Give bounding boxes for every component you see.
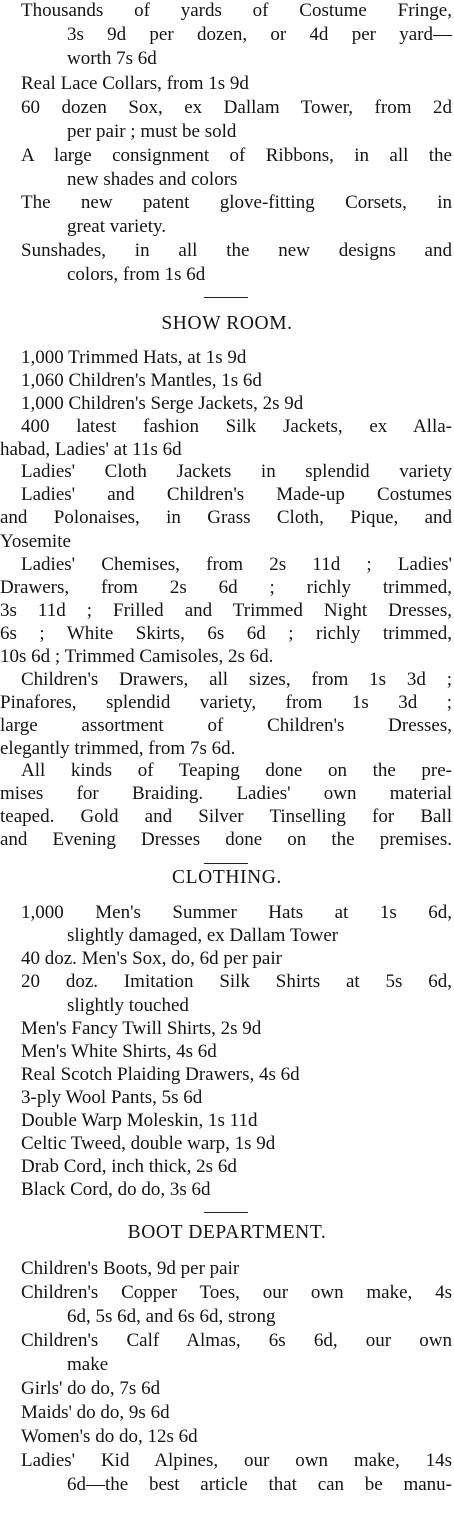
clothing-line: Men's Fancy Twill Shirts, 2s 9d: [21, 1018, 262, 1039]
intro-line: The new patent glove-fitting Corsets, in: [21, 192, 452, 213]
clothing-line: slightly touched: [67, 995, 189, 1016]
show-room-line: 10s 6d ; Trimmed Camisoles, 2s 6d.: [0, 646, 274, 667]
boots-line: Children's Boots, 9d per pair: [21, 1258, 240, 1279]
clothing-line: Real Scotch Plaiding Drawers, 4s 6d: [21, 1064, 300, 1085]
intro-line: great variety.: [67, 216, 166, 237]
boots-line: Children's Copper Toes, our own make, 4s: [21, 1282, 452, 1303]
intro-line: 60 dozen Sox, ex Dallam Tower, from 2d: [21, 97, 452, 118]
show-room-line: habad, Ladies' at 11s 6d: [0, 439, 182, 460]
show-room-line: 1,000 Children's Serge Jackets, 2s 9d: [21, 393, 304, 414]
boots-line: Children's Calf Almas, 6s 6d, our own: [21, 1330, 452, 1351]
section-divider: [204, 297, 248, 298]
show-room-line: Yosemite: [0, 531, 71, 552]
clothing-line: Black Cord, do do, 3s 6d: [21, 1179, 211, 1200]
boots-line: Ladies' Kid Alpines, our own make, 14s: [21, 1450, 452, 1471]
intro-line: 3s 9d per dozen, or 4d per yard—: [67, 24, 452, 45]
show-room-line: Ladies' Chemises, from 2s 11d ; Ladies': [21, 554, 452, 575]
show-room-line: All kinds of Teaping done on the pre-: [21, 760, 452, 781]
show-room-line: 6s ; White Skirts, 6s 6d ; richly trimmed,: [0, 623, 452, 644]
boots-line: make: [67, 1354, 109, 1375]
clothing-line: slightly damaged, ex Dallam Tower: [67, 925, 339, 946]
show-room-line: 1,060 Children's Mantles, 1s 6d: [21, 370, 262, 391]
clothing-line: 3-ply Wool Pants, 5s 6d: [21, 1087, 203, 1108]
show-room-line: and Polonaises, in Grass Cloth, Pique, and: [0, 507, 452, 528]
show-room-line: teaped. Gold and Silver Tinselling for Ball: [0, 806, 452, 827]
section-heading-show-room: SHOW ROOM.: [161, 313, 293, 334]
intro-line: per pair ; must be sold: [67, 121, 237, 142]
intro-line: colors, from 1s 6d: [67, 264, 206, 285]
show-room-line: mises for Braiding. Ladies' own material: [0, 783, 452, 804]
clothing-line: Drab Cord, inch thick, 2s 6d: [21, 1156, 237, 1177]
show-room-line: elegantly trimmed, from 7s 6d.: [0, 738, 236, 759]
boots-line: Girls' do do, 7s 6d: [21, 1378, 161, 1399]
show-room-line: 400 latest fashion Silk Jackets, ex Alla-: [21, 416, 452, 437]
show-room-line: Ladies' and Children's Made-up Costumes: [21, 484, 452, 505]
section-heading-clothing: CLOTHING.: [172, 867, 282, 888]
clothing-line: Men's White Shirts, 4s 6d: [21, 1041, 217, 1062]
show-room-line: Drawers, from 2s 6d ; richly trimmed,: [0, 577, 452, 598]
section-divider: [204, 1212, 248, 1213]
show-room-line: 1,000 Trimmed Hats, at 1s 9d: [21, 347, 247, 368]
boots-line: Women's do do, 12s 6d: [21, 1426, 198, 1447]
intro-line: A large consignment of Ribbons, in all the: [21, 145, 452, 166]
clothing-line: Double Warp Moleskin, 1s 11d: [21, 1110, 258, 1131]
clothing-line: 1,000 Men's Summer Hats at 1s 6d,: [21, 902, 452, 923]
intro-line: worth 7s 6d: [67, 48, 157, 69]
boots-line: Maids' do do, 9s 6d: [21, 1402, 170, 1423]
clothing-line: Celtic Tweed, double warp, 1s 9d: [21, 1133, 276, 1154]
intro-line: Real Lace Collars, from 1s 9d: [21, 73, 249, 94]
clothing-line: 20 doz. Imitation Silk Shirts at 5s 6d,: [21, 971, 452, 992]
intro-line: Thousands of yards of Costume Fringe,: [21, 0, 452, 21]
show-room-line: large assortment of Children's Dresses,: [0, 715, 452, 736]
intro-line: Sunshades, in all the new designs and: [21, 240, 452, 261]
show-room-line: and Evening Dresses done on the premises.: [0, 829, 452, 850]
boots-line: 6d—the best article that can be manu-: [67, 1474, 452, 1495]
section-divider: [204, 863, 248, 864]
boots-line: 6d, 5s 6d, and 6s 6d, strong: [67, 1306, 276, 1327]
show-room-line: 3s 11d ; Frilled and Trimmed Night Dresses,: [0, 600, 452, 621]
section-heading-boot-department: BOOT DEPARTMENT.: [127, 1222, 327, 1243]
intro-line: new shades and colors: [67, 169, 238, 190]
show-room-line: Children's Drawers, all sizes, from 1s 3d ;: [21, 669, 452, 690]
clothing-line: 40 doz. Men's Sox, do, 6d per pair: [21, 948, 282, 969]
show-room-line: Pinafores, splendid variety, from 1s 3d ;: [0, 692, 452, 713]
show-room-line: Ladies' Cloth Jackets in splendid variety: [21, 461, 452, 482]
